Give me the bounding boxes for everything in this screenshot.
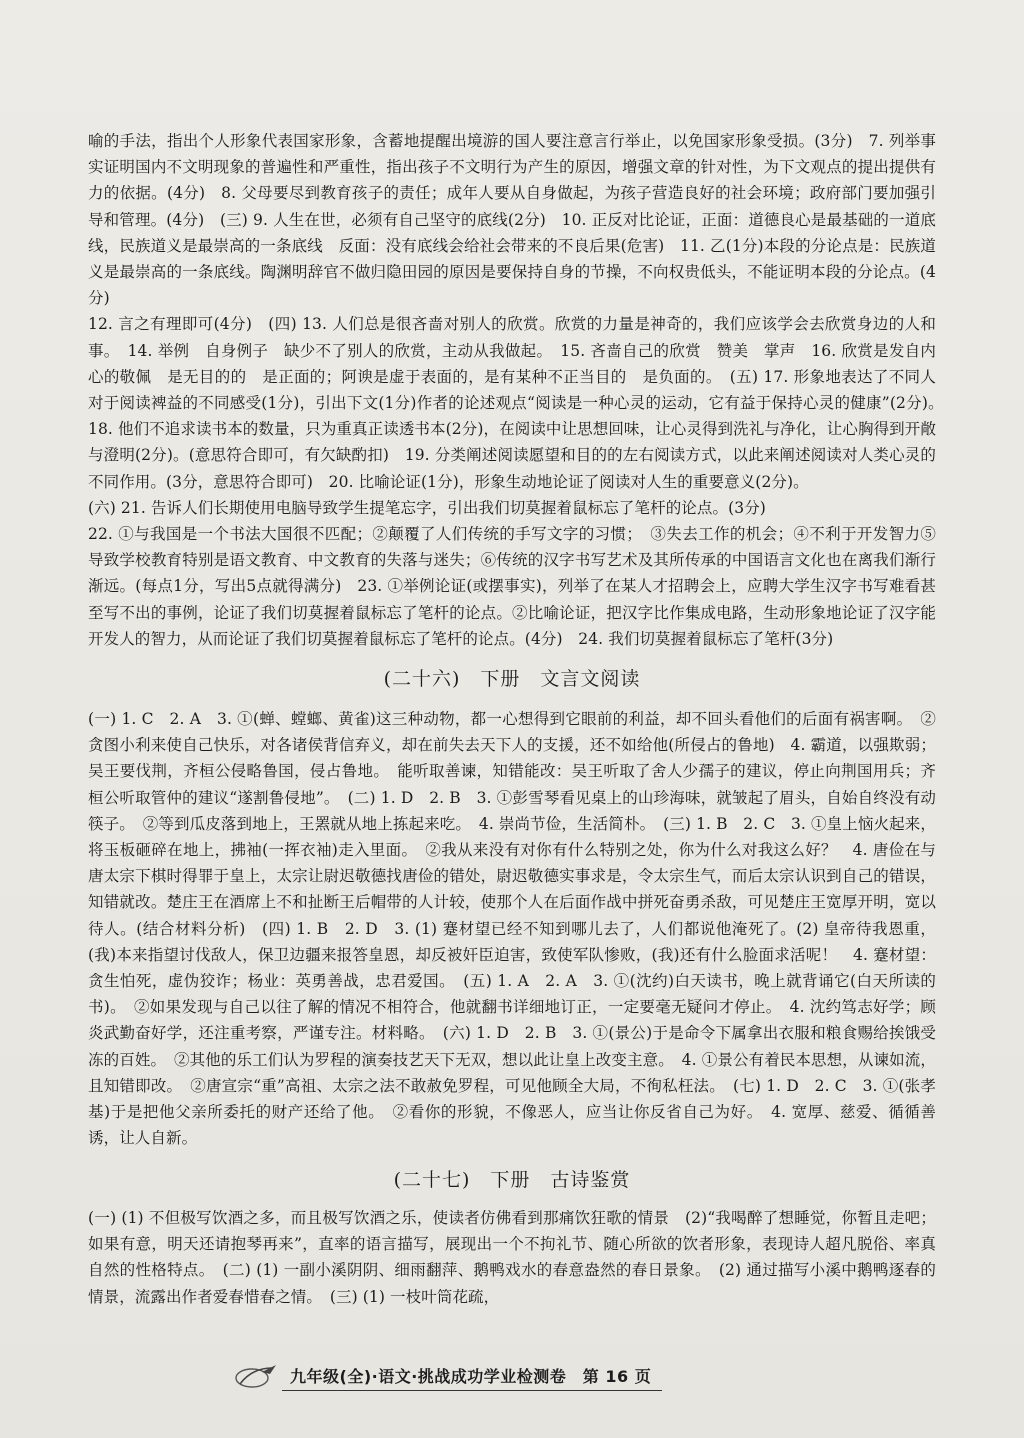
paragraph: (一) 1. C 2. A 3. ①(蝉、螳螂、黄雀)这三种动物，都一心想得到它眼前的利益，却不回头看他们的后面有祸害啊。 ②贪图小利来使自己快乐，对各诸侯背信弃义，却在前失去天下人的支援，还不如给他(所侵占的鲁地) 4. 霸道，以强欺弱；吴王要伐荆，齐桓公侵略鲁国，侵占鲁地。 能听取善谏，知错能改：吴王听取了舍人少孺子的建议，停止向荆国用兵；齐桓公听取管仲的建议“遂割鲁侵地”。 (二) 1. D 2. B 3. ①彭雪琴看见桌上的山珍海味，就皱起了眉头，自始自终没有动筷子。 ②等到瓜皮落到地上，王罴就从地上拣起来吃。 4. 崇尚节俭，生活简朴。 (三) 1. B 2. C 3. ①皇上恼火起来，将玉板砸碎在地上，拂袖(一挥衣袖)走入里面。 ②我从来没有对你有什么特别之处，你为什么对我这么好？ 4. 唐俭在与唐太宗下棋时得罪于皇上，太宗让尉迟敬德找唐俭的错处，尉迟敬德实事求是，令太宗生气，而后太宗认识到自己的错误，知错就改。楚庄王在酒席上不和扯断王后帽带的人计较，使那个人在后面作战中拼死奋勇杀敌，可见楚庄王宽厚开明，宽以待人。(结合材料分析) (四) 1. B 2. D 3. (1) 蹇材望已经不知到哪儿去了，人们都说他淹死了。(2) 皇帝待我恩重，(我)本来指望讨伐敌人，保卫边疆来报答皇恩，却反被奸臣迫害，致使军队惨败，(我)还有什么脸面求活呢！ 4. 蹇材望：贪生怕死，虚伪狡诈；杨业：英勇善战，忠君爱国。 (五) 1. A 2. A 3. ①(沈约)白天读书，晚上就背诵它(白天所读的书)。 ②如果发现与自己以往了解的情况不相符合，他就翻书详细地订正，一定要毫无疑问才停止。 4. 沈约笃志好学；顾炎武勤奋好学，还注重考察，严谨专注。材料略。 (六) 1. D 2. B 3. ①(景公)于是命令下属拿出衣服和粮食赐给挨饿受冻的百姓。 ②其他的乐工们认为罗程的演奏技艺天下无双，想以此让皇上改变主意。 4. ①景公有着民本思想，从谏如流，且知错即改。 ②唐宣宗“重”高祖、太宗之法不敢赦免罗程，可见他顾全大局，不徇私枉法。 (七) 1. D 2. C 3. ①(张孝基)于是把他父亲所委托的财产还给了他。 ②看你的形貌，不像恶人，应当让你反省自己为好。 4. 宽厚、慈爱、循循善诱，让人自新。 xyxy=(88,710,936,1148)
section-title-26: (二十六) 下册 文言文阅读 xyxy=(383,668,641,690)
answer-block-27 xyxy=(88,1205,936,1310)
answer-block-25 xyxy=(88,128,952,652)
paragraph: 22. ①与我国是一个书法大国很不匹配；②颠覆了人们传统的手写文字的习惯； ③失去工作的机会；④不利于开发智力⑤导致学校教育特别是语文教育、中文教育的失落与迷失；⑥传统的汉字书写艺术及其所传承的中国语言文化也在离我们渐行渐远。(每点1分，写出5点就得满分) 23. ①举例论证(或摆事实)，列举了在某人才招聘会上，应聘大学生汉字书写难看甚至写不出的事例，论证了我们切莫握着鼠标忘了笔杆的论点。②比喻论证，把汉字比作集成电路，生动形象地论证了汉字能开发人的智力，从而论证了我们切莫握着鼠标忘了笔杆的论点。(4分) 24. 我们切莫握着鼠标忘了笔杆(3分) xyxy=(88,525,936,648)
page-footer xyxy=(0,1360,1024,1400)
footer-text: 九年级(全)·语文·挑战成功学业检测卷 第 16 页 xyxy=(290,1367,652,1386)
leaf-pen-logo-icon xyxy=(232,1362,280,1392)
paragraph: 12. 言之有理即可(4分) (四) 13. 人们总是很吝啬对别人的欣赏。欣赏的力量是神奇的，我们应该学会去欣赏身边的人和事。 14. 举例 自身例子 缺少不了别人的欣赏，主动从我做起。 15. 吝啬自己的欣赏 赞美 掌声 16. 欣赏是发自内心的敬佩 是无目的的 是正面的；阿谀是虚于表面的，是有某种不正当目的 是负面的。 (五) 17. 形象地表达了不同人对于阅读裨益的不同感受(1分)，引出下文(1分)作者的论述观点“阅读是一种心灵的运动，它有益于保持心灵的健康”(2分)。 18. 他们不追求读书本的数量，只为重真正读透书本(2分)，在阅读中让思想回味，让心灵得到洗礼与净化，让心胸得到开敞与澄明(2分)。(意思符合即可，有欠缺酌扣) 19. 分类阐述阅读愿望和目的的左右阅读方式，以此来阐述阅读对人类心灵的不同作用。(3分，意思符合即可) 20. 比喻论证(1分)，形象生动地论证了阅读对人生的重要意义(2分)。 xyxy=(88,315,952,491)
paragraph: (六) 21. 告诉人们长期使用电脑导致学生提笔忘字，引出我们切莫握着鼠标忘了笔杆的论点。(3分) xyxy=(88,498,766,517)
answer-block-26 xyxy=(88,706,936,1151)
section-title-27: (二十七) 下册 古诗鉴赏 xyxy=(393,1169,631,1191)
paragraph: (一) (1) 不但极写饮酒之多，而且极写饮酒之乐，使读者仿佛看到那痛饮狂歌的情景 (2)“我喝醉了想睡觉，你暂且走吧；如果有意，明天还请抱琴再来”，直率的语言描写，展现出一个不拘礼节、随心所欲的饮者形象，表现诗人超凡脱俗、率真自然的性格特点。 (二) (1) 一副小溪阴阴、细雨翻萍、鹅鸭戏水的春意盎然的春日景象。 (2) 通过描写小溪中鹅鸭逐春的情景，流露出作者爱春惜春之情。 (三) (1) 一枝叶筒花疏， xyxy=(88,1209,936,1306)
paragraph: 喻的手法，指出个人形象代表国家形象，含蓄地提醒出境游的国人要注意言行举止，以免国家形象受损。(3分) 7. 列举事实证明国内不文明现象的普遍性和严重性，指出孩子不文明行为产生的原因，增强文章的针对性，为下文观点的提出提供有力的依据。(4分) 8. 父母要尽到教育孩子的责任；成年人要从自身做起，为孩子营造良好的社会环境；政府部门要加强引导和管理。(4分) (三) 9. 人生在世，必须有自己坚守的底线(2分) 10. 正反对比论证，正面：道德良心是最基础的一道底线，民族道义是最崇高的一条底线 反面：没有底线会给社会带来的不良后果(危害) 11. 乙(1分)本段的分论点是：民族道义是最崇高的一条底线。陶渊明辞官不做归隐田园的原因是要保持自身的节操，不向权贵低头，不能证明本段的分论点。(4分) xyxy=(88,132,936,308)
footer-underline xyxy=(282,1390,662,1391)
